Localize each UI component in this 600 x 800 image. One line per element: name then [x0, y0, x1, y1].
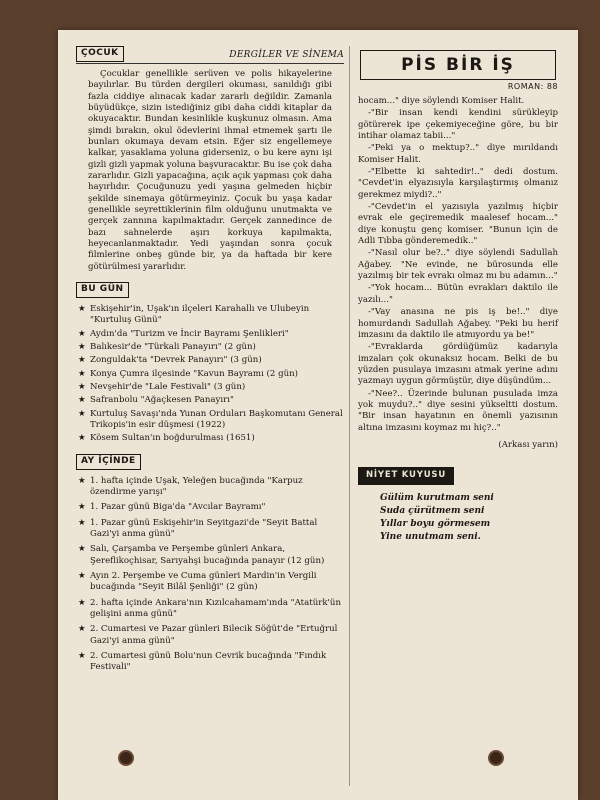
- list-item: [76, 342, 344, 353]
- list-item: [76, 624, 344, 647]
- list-item-text: 1. hafta içinde Uşak, Yeleğen bucağında "Karpuz özendirme yarışı": [90, 475, 303, 497]
- novel-story: [358, 96, 558, 434]
- list-item: [76, 651, 344, 674]
- calendar-page: [58, 30, 578, 800]
- poem: [358, 492, 558, 544]
- list-item: [76, 571, 344, 594]
- star-icon: ★: [78, 544, 86, 555]
- list-item-text: Konya Çumra ilçesinde "Kavun Bayramı (2 gün): [90, 368, 299, 379]
- list-item: [76, 369, 344, 380]
- star-icon: ★: [78, 624, 86, 635]
- punch-hole: [118, 750, 134, 766]
- ayicinde-label: AY İÇİNDE: [76, 454, 141, 470]
- poem-line: Suda çürütmem seni: [380, 505, 485, 516]
- star-icon: ★: [78, 597, 86, 608]
- list-item: [76, 433, 344, 444]
- list-item-text: Balıkesir'de "Türkali Panayırı" (2 gün): [90, 341, 256, 352]
- right-column: [358, 46, 558, 544]
- continued-note: (Arkası yarın): [498, 439, 558, 450]
- bugun-label: BU GÜN: [76, 282, 129, 298]
- list-item-text: Salı, Çarşamba ve Perşembe günleri Ankara, Şereflikoçhisar, Sarıyahşi bucağında panayır (12 gün): [90, 544, 325, 566]
- magazine-label: DERGİLER VE SİNEMA: [229, 50, 344, 60]
- novel-title: PİS BİR İŞ: [360, 50, 556, 80]
- list-item-text: Nevşehir'de "Lale Festivali" (3 gün): [90, 382, 246, 392]
- list-item-text: 2. Cumartesi günü Bolu'nun Cevrik bucağında "Fındık Festivali": [90, 651, 327, 673]
- list-item: [76, 382, 344, 393]
- bugun-list: [76, 304, 344, 445]
- list-item: [76, 304, 344, 327]
- section-header: [76, 46, 344, 64]
- story-paragraph: -"Yok hocam... Bütün evrakları daktilo ile yazılı...": [358, 283, 558, 305]
- list-item-text: Kurtuluş Savaşı'nda Yunan Orduları Başkomutanı General Trikopis'in esir düşmesi (1922): [90, 408, 343, 431]
- intro-text: Çocuklar genellikle serüven ve polis hikayelerine bayılırlar. Bu türden dergileri okuması, sanıldığı gibi fazla ciddiye alınacak kadar zararlı değildir. Zamanla büyüdükçe, sizin istediğiniz gibi daha ciddi kitaplar da okuyacaktır. Bundan kesinlikle kuşkunuz olmasın. Ama şimdi bırakın, okul ödevlerini ihmal etmemek şartı ile bunları okumaya devam etsin. Eğer siz engellemeye kalkar, yasaklama yoluna giderseniz, o bu kere aynı işi gizli gizli yapmak yoluna başvuracaktır. Bu ise çok daha zararlıdır. Gizli yapacağına, açık açık yapması çok daha hayırlıdır. Çocuğunuzu yedi yaşına gelmeden hiçbir şekilde sinemaya götürmeyiniz. Çocuk bu yaşa kadar genellikle seyrettiklerinin film olduğunu unutmakta ve gerçek zannına kapılmaktadır. Gerçek zannedince de bazı sahnelerde aşırı korkuya kapılmakta, heyecanlanmaktadır. Yedi yaşından sonra çocuk filmlerine onbeş günde bir, ya da haftada bir kere götürülmesi yararlıdır.: [88, 68, 332, 272]
- column-divider: [349, 46, 350, 786]
- star-icon: ★: [78, 368, 86, 379]
- list-item-text: Kösem Sultan'ın boğdurulması (1651): [90, 433, 255, 444]
- star-icon: ★: [78, 502, 86, 513]
- star-icon: ★: [78, 395, 86, 406]
- story-paragraph: -"Peki ya o mektup?.." diye mırıldandı Komiser Halit.: [358, 143, 558, 165]
- list-item: [76, 518, 344, 541]
- story-paragraph: -"Nee?.. Üzerinde bulunan pusulada imza yok muydu?.." diye sesini yükseltti dostum. "Bir insan hayatının en önemli yazısının altına imzasını koymaz mı hiç?..": [358, 388, 558, 433]
- list-item-text: Safranbolu "Ağaçkesen Panayırı": [90, 395, 234, 406]
- bugun-header: [76, 282, 344, 298]
- story-paragraph: -"Nasıl olur be?.." diye söylendi Sadullah Ağabey. "Ne evinde, ne bürosunda elle yazılmış bir tek evrakı olmaz mı bu adamın...": [358, 248, 558, 282]
- star-icon: ★: [78, 651, 86, 662]
- list-item-text: Zonguldak'ta "Devrek Panayırı" (3 gün): [90, 355, 262, 366]
- list-item: [76, 544, 344, 567]
- niyet-label: NİYET KUYUSU: [358, 467, 454, 484]
- star-icon: ★: [78, 355, 86, 366]
- star-icon: ★: [78, 517, 86, 528]
- star-icon: ★: [78, 571, 86, 581]
- ayicinde-header: [76, 454, 344, 470]
- list-item: [76, 329, 344, 340]
- star-icon: ★: [78, 382, 86, 392]
- story-paragraph: hocam..." diye söylendi Komiser Halit.: [358, 95, 525, 106]
- ayicinde-list: [76, 476, 344, 674]
- story-paragraph: -"Evraklarda gördüğümüz kadarıyla imzaları çok okunaksız hocam. Belki de bu yüzden pusulaya imzasını atmak yerine adını yazmayı uygun görmüştür, diye düşündüm...: [358, 342, 558, 387]
- list-item-text: Ayın 2. Perşembe ve Cuma günleri Mardin'in Vergili bucağında "Seyit Bilâl Şenliği" (2 gün): [90, 571, 317, 593]
- list-item-text: Eskişehir'in, Uşak'ın ilçeleri Karahallı ve Ulubeyin "Kurtuluş Günü": [90, 303, 310, 326]
- story-paragraph: -"Elbette ki sahtedir!.." dedi dostum. "Cevdet'in elyazısıyla karşılaştırmış olmanız gerekmez miydi?..": [358, 167, 558, 200]
- list-item: [76, 598, 344, 621]
- star-icon: ★: [78, 475, 86, 486]
- list-item: [76, 409, 344, 432]
- story-paragraph: -"Vay anasına ne pis iş be!.." diye homurdandı Sadullah Ağabey. "Peki bu herif imzasını da daktilo ile atmıyordu ya be!": [358, 307, 558, 340]
- list-item-text: 2. hafta içinde Ankara'nın Kızılcahamam'ında "Atatürk'ün gelişini anma günü": [90, 597, 341, 620]
- poem-line: Yine unutmam seni.: [380, 531, 481, 542]
- punch-hole: [488, 750, 504, 766]
- story-paragraph: -"Cevdet'in el yazısıyla yazılmış hiçbir evrak ele geçiremedik maalesef hocam..." diye konuştu genç komiser. "Bunun için de Adli Tıbba gönderemedik..": [358, 202, 558, 247]
- roman-number: ROMAN: 88: [507, 82, 558, 92]
- poem-line: Gülüm kurutmam seni: [380, 492, 494, 503]
- star-icon: ★: [78, 408, 86, 419]
- story-paragraph: -"Bir insan kendi kendini sürükleyip götürerek ipe çekemiyeceğine göre, bu bir intihar olamaz tabii...": [358, 108, 558, 142]
- section-label: ÇOCUK: [76, 46, 124, 62]
- niyet-header: [358, 451, 558, 484]
- star-icon: ★: [78, 303, 86, 314]
- list-item-text: Aydın'da "Turizm ve İncir Bayramı Şenlikleri": [90, 328, 289, 339]
- poem-line: Yıllar boyu görmesem: [380, 518, 491, 529]
- list-item-text: 1. Pazar günü Eskişehir'in Seyitgazi'de "Seyit Battal Gazi'yi anma günü": [90, 517, 318, 539]
- list-item: [76, 355, 344, 366]
- list-item: [76, 395, 344, 406]
- list-item: [76, 502, 344, 513]
- left-column: [76, 46, 344, 678]
- list-item-text: 2. Cumartesi ve Pazar günleri Bilecik Söğüt'de "Ertuğrul Gazi'yi anma günü": [90, 624, 338, 646]
- star-icon: ★: [78, 341, 86, 352]
- star-icon: ★: [78, 328, 86, 339]
- list-item-text: 1. Pazar günü Biga'da "Avcılar Bayramı": [90, 502, 266, 513]
- star-icon: ★: [78, 433, 86, 444]
- list-item: [76, 476, 344, 499]
